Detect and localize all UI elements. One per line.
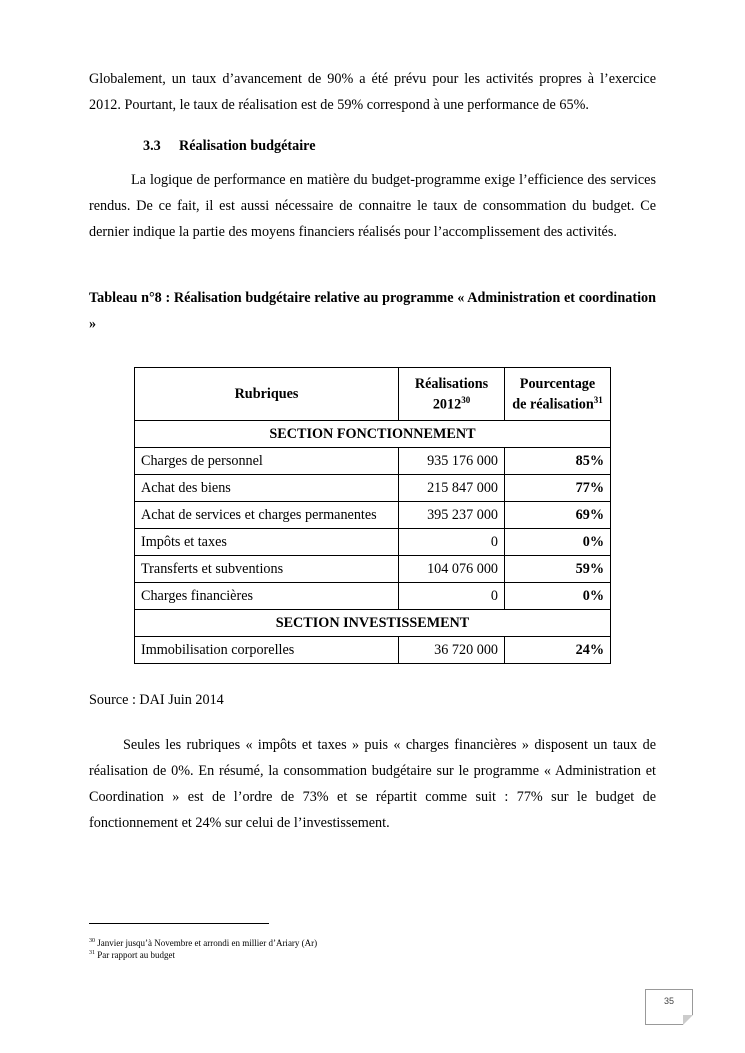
- cell-realisation: 104 076 000: [399, 556, 505, 583]
- section-heading: [143, 138, 316, 155]
- footnote-ref-31: 31: [593, 394, 603, 405]
- cell-realisation: 36 720 000: [399, 637, 505, 664]
- cell-rubrique: Impôts et taxes: [135, 529, 399, 556]
- budget-table: [134, 367, 611, 664]
- header-rubriques: Rubriques: [135, 368, 399, 421]
- cell-rubrique: Charges financières: [135, 583, 399, 610]
- paragraph-2: Seules les rubriques « impôts et taxes » puis « charges financières » disposent un taux de réalisation de 0%. En résumé, la consommation budgétaire sur le programme « Administration et Coordination » est de l’ordre de 73% et se répartit comme suit : 77% sur le budget de fonctionnement et 24% sur celui de l’investissement.: [89, 737, 656, 831]
- cell-rubrique: Charges de personnel: [135, 448, 399, 475]
- footnote-31: $^{31}$ Par rapport au budget: [89, 950, 175, 960]
- intro-paragraph: Globalement, un taux d’avancement de 90% a été prévu pour les activités propres à l’exercice 2012. Pourtant, le taux de réalisation est de 59% correspond à une performance de 65%.: [89, 71, 656, 113]
- cell-pourcentage: 77%: [505, 475, 611, 502]
- cell-realisation: 0: [399, 529, 505, 556]
- cell-pourcentage: 0%: [505, 583, 611, 610]
- header-pourcentage: Pourcentage de réalisation$^{31}$: [505, 368, 611, 421]
- cell-rubrique: Transferts et subventions: [135, 556, 399, 583]
- section-fonctionnement-label: SECTION FONCTIONNEMENT: [135, 421, 611, 448]
- page-fold-icon: [683, 1015, 693, 1025]
- table-header-row: [135, 368, 611, 421]
- section-title: Réalisation budgétaire: [179, 138, 316, 154]
- cell-realisation: 0: [399, 583, 505, 610]
- header-realisations: Réalisations 2012$^{30}$: [399, 368, 505, 421]
- cell-rubrique: Achat de services et charges permanentes: [135, 502, 399, 529]
- cell-pourcentage: 69%: [505, 502, 611, 529]
- section-number: 3.3: [143, 138, 161, 154]
- page-number: 35: [663, 996, 674, 1006]
- table-row: [135, 448, 611, 475]
- footnote-separator: [89, 923, 269, 924]
- table-caption: Tableau n°8 : Réalisation budgétaire relative au programme « Administration et coordination »: [89, 290, 656, 332]
- table-row: [135, 583, 611, 610]
- section-row: [135, 421, 611, 448]
- cell-rubrique: Immobilisation corporelles: [135, 637, 399, 664]
- source-note: Source : DAI Juin 2014: [89, 692, 224, 708]
- section-row: [135, 610, 611, 637]
- cell-realisation: 215 847 000: [399, 475, 505, 502]
- footnote-ref-30: 30: [461, 394, 471, 405]
- cell-pourcentage: 0%: [505, 529, 611, 556]
- table-row: [135, 502, 611, 529]
- cell-realisation: 395 237 000: [399, 502, 505, 529]
- footnote-30: $^{30}$ Janvier jusqu’à Novembre et arrondi en millier d’Ariary (Ar): [89, 938, 318, 948]
- section-investissement-label: SECTION INVESTISSEMENT: [135, 610, 611, 637]
- table-row: [135, 475, 611, 502]
- table-row: [135, 529, 611, 556]
- cell-pourcentage: 85%: [505, 448, 611, 475]
- page-number-box: [645, 989, 693, 1025]
- cell-rubrique: Achat des biens: [135, 475, 399, 502]
- cell-pourcentage: 59%: [505, 556, 611, 583]
- paragraph-1: La logique de performance en matière du budget-programme exige l’efficience des services rendus. De ce fait, il est aussi nécessaire de connaitre le taux de consommation du budget. Ce dernier indique la partie des moyens financiers réalisés pour l’accomplissement des activités.: [89, 172, 656, 240]
- table-row: [135, 637, 611, 664]
- table-row: [135, 556, 611, 583]
- cell-pourcentage: 24%: [505, 637, 611, 664]
- cell-realisation: 935 176 000: [399, 448, 505, 475]
